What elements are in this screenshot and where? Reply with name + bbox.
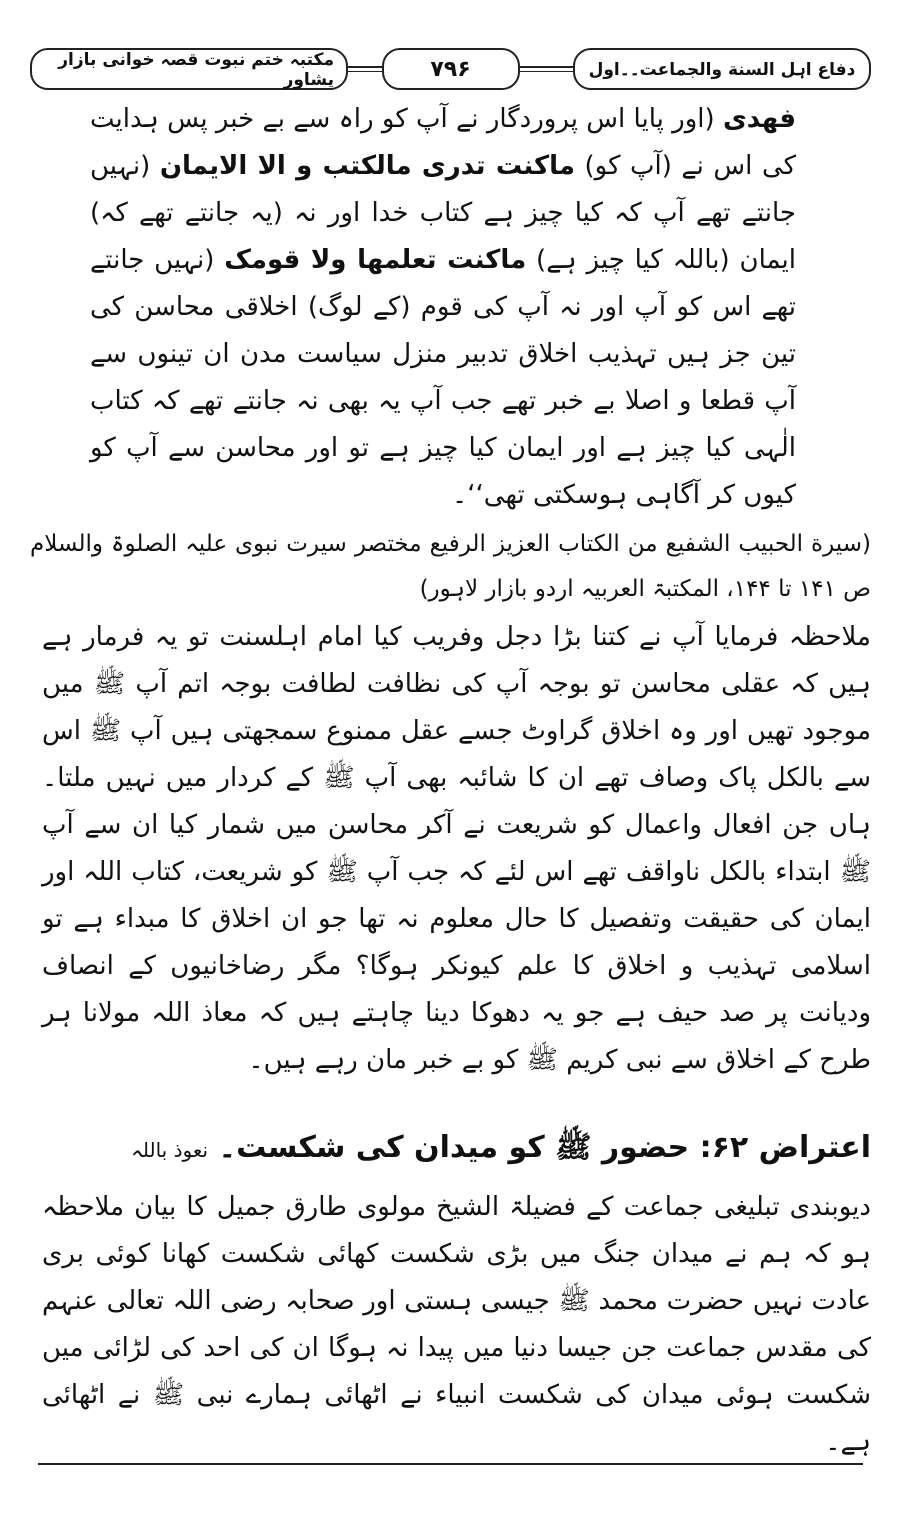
publisher-label: مکتبہ ختم نبوت قصہ خوانی بازار پشاور <box>30 48 348 90</box>
body-paragraph-1: ملاحظہ فرمایا آپ نے کتنا بڑا دجل وفریب کیا امام اہلسنت تو یہ فرمار ہے ہیں کہ عقلی محاسن تو بوجہ آپ کی نظافت لطافت بوجہ اتم آپ ﷺ میں موجود تھیں اور وہ اخلاق گراوٹ جسے عقل ممنوع سمجھتی ہیں آپ ﷺ اس سے بالکل پاک وصاف تھے ان کا شائبہ بھی آپ ﷺ کے کردار میں نہیں ملتا۔ ہاں جن افعال واعمال کو شریعت نے آکر محاسن میں شمار کیا ان سے آپ ﷺ ابتداء بالکل ناواقف تھے اس لئے کہ جب آپ ﷺ کو شریعت، کتاب اللہ اور ایمان کی حقیقت وتفصیل کا حال معلوم نہ تھا جو ان اخلاق کا مبداء ہے تو اسلامی تہذیب و اخلاق کا علم کیونکر ہوگا؟ مگر رضاخانیوں کے انصاف ودیانت پر صد حیف ہے جو یہ دھوکا دینا چاہتے ہیں کہ معاذ اللہ مولانا ہر طرح کے اخلاق سے نبی کریم ﷺ کو بے خبر مان رہے ہیں۔ <box>42 622 871 1075</box>
quote-arabic-2: ماکنت تعلمھا ولا قومک <box>224 245 527 275</box>
quote-lead-word: فھدی <box>722 104 796 134</box>
objection-heading <box>42 1124 871 1174</box>
objection-heading-main: اعتراض ۶۲: حضور ﷺ کو میدان کی شکست۔ <box>218 1130 871 1165</box>
body-paragraph-2: دیوبندی تبلیغی جماعت کے فضیلۃ الشیخ مولوی طارق جمیل کا بیان ملاحظہ ہو کہ ہم نے میدان جنگ میں بڑی شکست کھائی شکست کھانا کوئی بری عادت نہیں حضرت محمد ﷺ جیسی ہستی اور صحابہ رضی اللہ تعالی عنہم کی مقدس جماعت جن جیسا دنیا میں پیدا نہ ہوگا ان کی احد کی لڑائی میں شکست ہوئی میدان کی شکست انبیاء نے اٹھائی ہمارے نبی ﷺ نے اٹھائی ہے۔ <box>42 1192 871 1457</box>
footer-rule <box>38 1463 863 1465</box>
page-header <box>30 46 871 90</box>
citation-reference: (سیرة الحبیب الشفیع من الکتاب العزیز الرفیع مختصر سیرت نبوی علیہ الصلوۃ والسلام ص ۱۴۱ تا ۱۴۴، المکتبۃ العربیہ اردو بازار لاہور) <box>30 531 871 602</box>
quoted-passage <box>90 96 796 519</box>
book-title: دفاع اہل السنة والجماعت۔۔اول <box>573 48 871 90</box>
quote-line-2: (نہیں جانتے تھے آپ کہ کیا چیز ہے کتاب خدا اور نہ (یہ جانتے تھے کہ) ایمان (باللہ کیا چیز ہے) <box>90 151 797 275</box>
page-number: ۷۹۶ <box>382 48 520 90</box>
objection-heading-suffix: نعوذ باللہ <box>131 1138 209 1162</box>
quote-line-3: (نہیں جانتے تھے اس کو آپ اور نہ آپ کی قوم (کے لوگ) اخلاقی محاسن کی تین جز ہیں تہذیب اخلاق تدبیر منزل سیاست مدن ان تینوں سے آپ قطعا و اصلا بے خبر تھے جب آپ یہ بھی نہ جانتے تھے کہ کتاب الٰہی کیا چیز ہے اور ایمان کیا چیز ہے تو اور محاسن سے آپ کو کیوں کر آگاہی ہوسکتی تھی‘‘۔ <box>90 245 796 510</box>
quote-line-1: (اور پایا اس پروردگار نے آپ کو راہ سے بے خبر پس ہدایت کی اس نے (آپ کو) <box>90 104 796 181</box>
quote-arabic-1: ماکنت تدری مالکتب و الا الایمان <box>159 151 575 181</box>
